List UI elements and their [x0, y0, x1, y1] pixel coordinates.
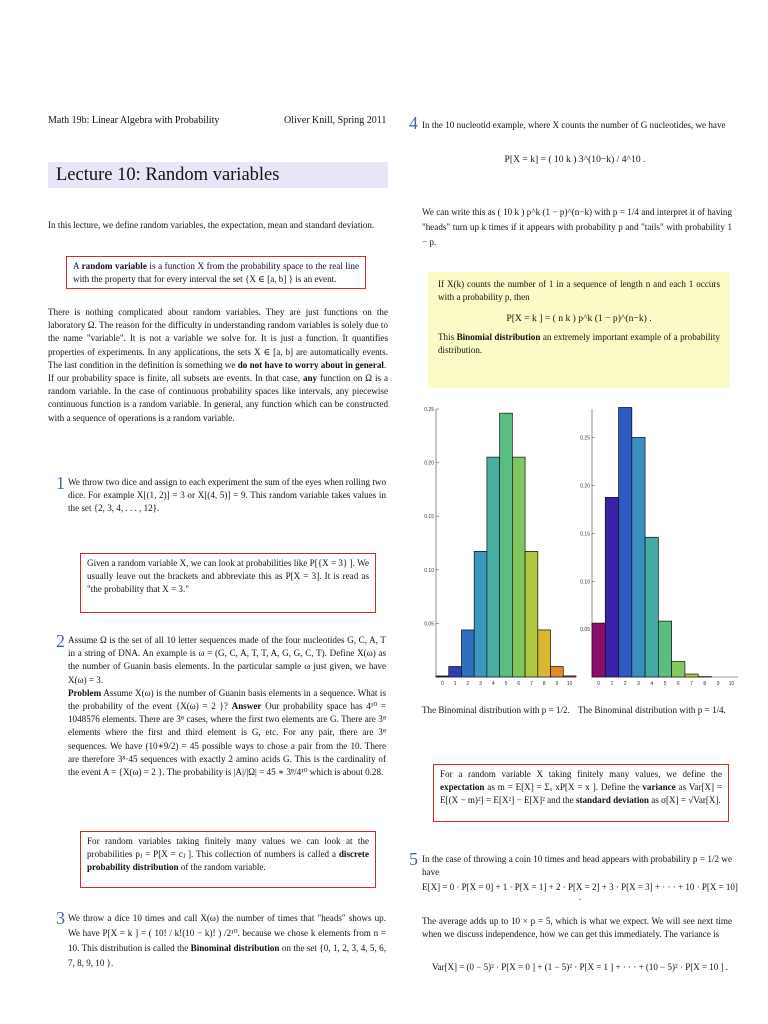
- discrete-text-b: of the random variable.: [178, 861, 266, 872]
- caption-right-chart: The Binominal distribution with p = 1/4.: [578, 705, 726, 715]
- x-tick-label: 3: [637, 681, 640, 687]
- y-tick-label: 0.20: [424, 460, 434, 467]
- x-tick-label: 10: [566, 681, 573, 687]
- x-tick-label: 7: [530, 681, 533, 687]
- bar-0: [592, 623, 605, 677]
- ex2-text-c: Our probability space has 4¹⁰ = 1048576 elements. There are 3⁸ cases, where the first two elements are G. There are 3⁸ elements where the first and third element is G, etc. For any pair, there are 3⁸ sequences. We have (10∗9/2) = 45 possible ways to chose a pair from the 10. There are therefore 3⁸·45 sequences with exactly 2 amino acids G. This is the cardinality of the event A = {X(ω) = 2 }. The probability is |A|/|Ω| = 45 ∗ 3⁸/4¹⁰ which is about 0.28.: [68, 701, 386, 778]
- x-tick-label: 6: [517, 681, 521, 687]
- bar-7: [525, 551, 538, 677]
- bar-3: [474, 551, 487, 677]
- lecture-title: Lecture 10: Random variables: [56, 165, 280, 185]
- ex3-term: Binominal distribution: [190, 943, 280, 953]
- bar-2: [619, 407, 632, 677]
- ex2-text-b: Assume X(ω) is the number of Guanin basis elements in a sequence. What is the probability of the event {X(ω) = 2 }?: [68, 687, 386, 712]
- para1-text-a: There is nothing complicated about random variables. They are just functions on the laboratory Ω. The reason for the difficulty in understanding random variables is solely due to the name "variable". It is not a variable we solve for. It is just a function. It quantifies properties of experiments. In any applications, the sets X ∈ [a, b] are automatically events. The last condition in the definition is something we: [48, 307, 388, 370]
- binomial-formula: P[X = k ] = ( n k ) p^k (1 − p)^(n−k) .: [506, 313, 652, 324]
- expect-term-variance: variance: [642, 781, 676, 792]
- bar-5: [658, 621, 671, 677]
- example-4-intro: In the 10 nucleotid example, where X counts the number of G nucleotides, we have: [422, 120, 726, 130]
- x-tick-label: 1: [610, 681, 614, 687]
- example-2-text: [68, 634, 386, 779]
- example-4-text: We can write this as ( 10 k ) p^k (1 − p)^(n−k) with p = 1/4 and interpret it of having "heads" turn up k times if it appears with probability p and "tails" with probability 1 − p.: [422, 207, 732, 247]
- bar-4: [645, 537, 658, 677]
- bar-0: [436, 676, 449, 677]
- y-tick-label: 0.05: [580, 627, 590, 634]
- example-3-text: [68, 911, 386, 971]
- y-tick-label: 0.15: [580, 531, 590, 538]
- def-text-b: is a function X from the probability space to the real line with the property that for every interval the set {X ∈ [a, b] } is an event.: [73, 261, 359, 284]
- bar-3: [632, 437, 645, 677]
- example-5-text: The average adds up to 10 × p = 5, which is what we expect. We will see next time when we discuss independence, how we can get this immediately. The variance is: [422, 916, 732, 940]
- bar-6: [512, 457, 525, 677]
- y-tick-label: 0.20: [580, 483, 590, 490]
- para1-emphasis: do not have to worry about in general: [237, 359, 384, 370]
- bar-1: [449, 666, 462, 677]
- bar-9: [551, 666, 564, 677]
- lecture-title-box: [48, 162, 388, 188]
- example-number-2: 2: [56, 631, 65, 651]
- y-tick-label: 0.10: [580, 579, 590, 586]
- probability-notation-box: Given a random variable X, we can look at probabilities like P[{X = 3} ]. We usually leave out the brackets and abbreviate this as P[X = 3]. It is read as "the probability that X = 3.": [80, 553, 376, 613]
- bar-2: [461, 630, 474, 677]
- binomial-chart-p-half: [416, 405, 580, 690]
- random-variable-definition-box: [66, 256, 366, 289]
- x-tick-label: 2: [466, 681, 470, 687]
- x-tick-label: 6: [676, 681, 680, 687]
- binomial-distribution-box: [428, 272, 730, 388]
- example-number-4: 4: [409, 113, 418, 133]
- x-tick-label: 5: [663, 681, 667, 687]
- example-4-formula: P[X = k] = ( 10 k ) 3^(10−k) / 4^10 .: [504, 154, 646, 165]
- x-tick-label: 3: [479, 681, 482, 687]
- binomial-chart-p-quarter: [572, 405, 742, 690]
- x-tick-label: 0: [597, 681, 601, 687]
- x-tick-label: 1: [453, 681, 457, 687]
- bar-1: [605, 497, 618, 677]
- expect-term-stddev: standard deviation: [575, 794, 649, 805]
- caption-left-chart: The Binominal distribution with p = 1/2.: [422, 705, 570, 715]
- example-number-5: 5: [409, 849, 418, 869]
- x-tick-label: 0: [440, 681, 444, 687]
- para1-text-b: .: [383, 359, 387, 370]
- x-tick-label: 8: [703, 681, 707, 687]
- expectation-formula: E[X] = 0 · P[X = 0] + 1 · P[X = 1] + 2 · P[X = 2] + 3 · P[X = 3] + · · · + 10 · P[X = 10] .: [422, 882, 738, 902]
- expect-term-expectation: expectation: [440, 781, 485, 792]
- binomial-text-c: an extremely important example of a probability distribution.: [438, 332, 720, 355]
- y-tick-label: 0.10: [424, 567, 434, 574]
- bar-6: [672, 661, 685, 677]
- variance-formula: Var[X] = (0 − 5)² · P[X = 0 ] + (1 − 5)² · P[X = 1 ] + · · · + (10 − 5)² · P[X = 10 ] .: [431, 962, 729, 972]
- discrete-term: discrete probability distribution: [87, 848, 369, 872]
- bar-5: [500, 413, 513, 677]
- author-term: Oliver Knill, Spring 2011: [284, 115, 387, 126]
- x-tick-label: 10: [728, 681, 735, 687]
- x-tick-label: 9: [716, 681, 720, 687]
- para1-text-d: function on Ω is a random variable. In the case of continuous probability spaces like intervals, any piecewise continuous function is a random variable. In general, any function which can be constructed with a sequence of operations is a random variable.: [48, 373, 388, 423]
- binomial-text-b: This: [438, 332, 457, 342]
- expectation-definition-box: [433, 764, 729, 822]
- example-5-intro: In the case of throwing a coin 10 times and head appears with probability p = 1/2 we have: [422, 854, 732, 878]
- x-tick-label: 5: [504, 681, 508, 687]
- para1-emphasis-any: any: [302, 373, 318, 384]
- y-tick-label: 0.05: [424, 621, 434, 628]
- discrete-distribution-box: [80, 831, 376, 888]
- x-tick-label: 4: [650, 681, 654, 687]
- y-tick-label: 0.15: [424, 514, 434, 521]
- expect-text-d: as σ[X] = √Var[X].: [648, 794, 721, 805]
- x-tick-label: 4: [491, 681, 495, 687]
- x-tick-label: 2: [623, 681, 627, 687]
- x-tick-label: 9: [555, 681, 559, 687]
- y-tick-label: 0.25: [424, 407, 434, 413]
- ex2-answer-label: Answer: [231, 701, 262, 712]
- bar-7: [685, 674, 698, 677]
- intro-text: In this lecture, we define random variables, the expectation, mean and standard deviation.: [48, 220, 375, 230]
- ex3-text-a: We throw a dice 10 times and call X(ω) the number of times that "heads" shows up. We have P[X = k ] = ( 10! / k!(10 − k)! ) /2¹⁰. because we chose k elements from n = 10. This distribution is called the: [68, 913, 386, 953]
- x-tick-label: 8: [542, 681, 546, 687]
- expect-text-c: as Var[X] = E[(X − m)²] = E[X²] − E[X]² and the: [440, 781, 722, 805]
- discrete-text-a: For random variables taking finitely many values we can look at the probabilities pⱼ = P[X = cⱼ ]. This collection of numbers is called a: [87, 836, 369, 859]
- def-text-a: A: [73, 261, 82, 271]
- ex2-problem-label: Problem: [68, 687, 102, 698]
- binomial-term: Binomial distribution: [456, 332, 541, 342]
- ex2-text-a: Assume Ω is the set of all 10 letter sequences made of the four nucleotides G, C, A, T in a string of DNA. An example is ω = (G, C, A, T, T, A, G, G, C, T). Define X(ω) as the number of Guanin basis elements. In the particular sample ω just given, we have X(ω) = 3.: [68, 635, 386, 685]
- example-1-text: We throw two dice and assign to each experiment the sum of the eyes when rolling two dice. For example X[(1, 2)] = 3 or X[(4, 5)] = 9. This random variable takes values in the set {2, 3, 4, . . . , 12}.: [68, 477, 386, 514]
- binomial-text-a: If X(k) counts the number of 1 in a sequence of length n and each 1 occurs with a probability p, then: [438, 279, 720, 302]
- y-tick-label: 0.25: [580, 435, 590, 442]
- expect-text-a: For a random variable X taking finitely many values, we define the: [440, 769, 722, 779]
- bar-8: [538, 630, 551, 677]
- expect-text-b: as m = E[X] = Σₓ xP[X = x ]. Define the: [484, 781, 643, 792]
- def-term: random variable: [81, 261, 147, 271]
- ex3-text-b: on the set {0, 1, 2, 3, 4, 5, 6, 7, 8, 9, 10 }.: [68, 943, 386, 968]
- x-tick-label: 7: [690, 681, 693, 687]
- para1-text-c: If our probability space is finite, all subsets are events. In that case,: [48, 373, 303, 384]
- example-number-3: 3: [56, 908, 65, 928]
- example-number-1: 1: [56, 473, 65, 493]
- explanation-paragraph: [48, 306, 388, 425]
- course-name: Math 19b: Linear Algebra with Probability: [48, 115, 220, 126]
- bar-4: [487, 457, 500, 677]
